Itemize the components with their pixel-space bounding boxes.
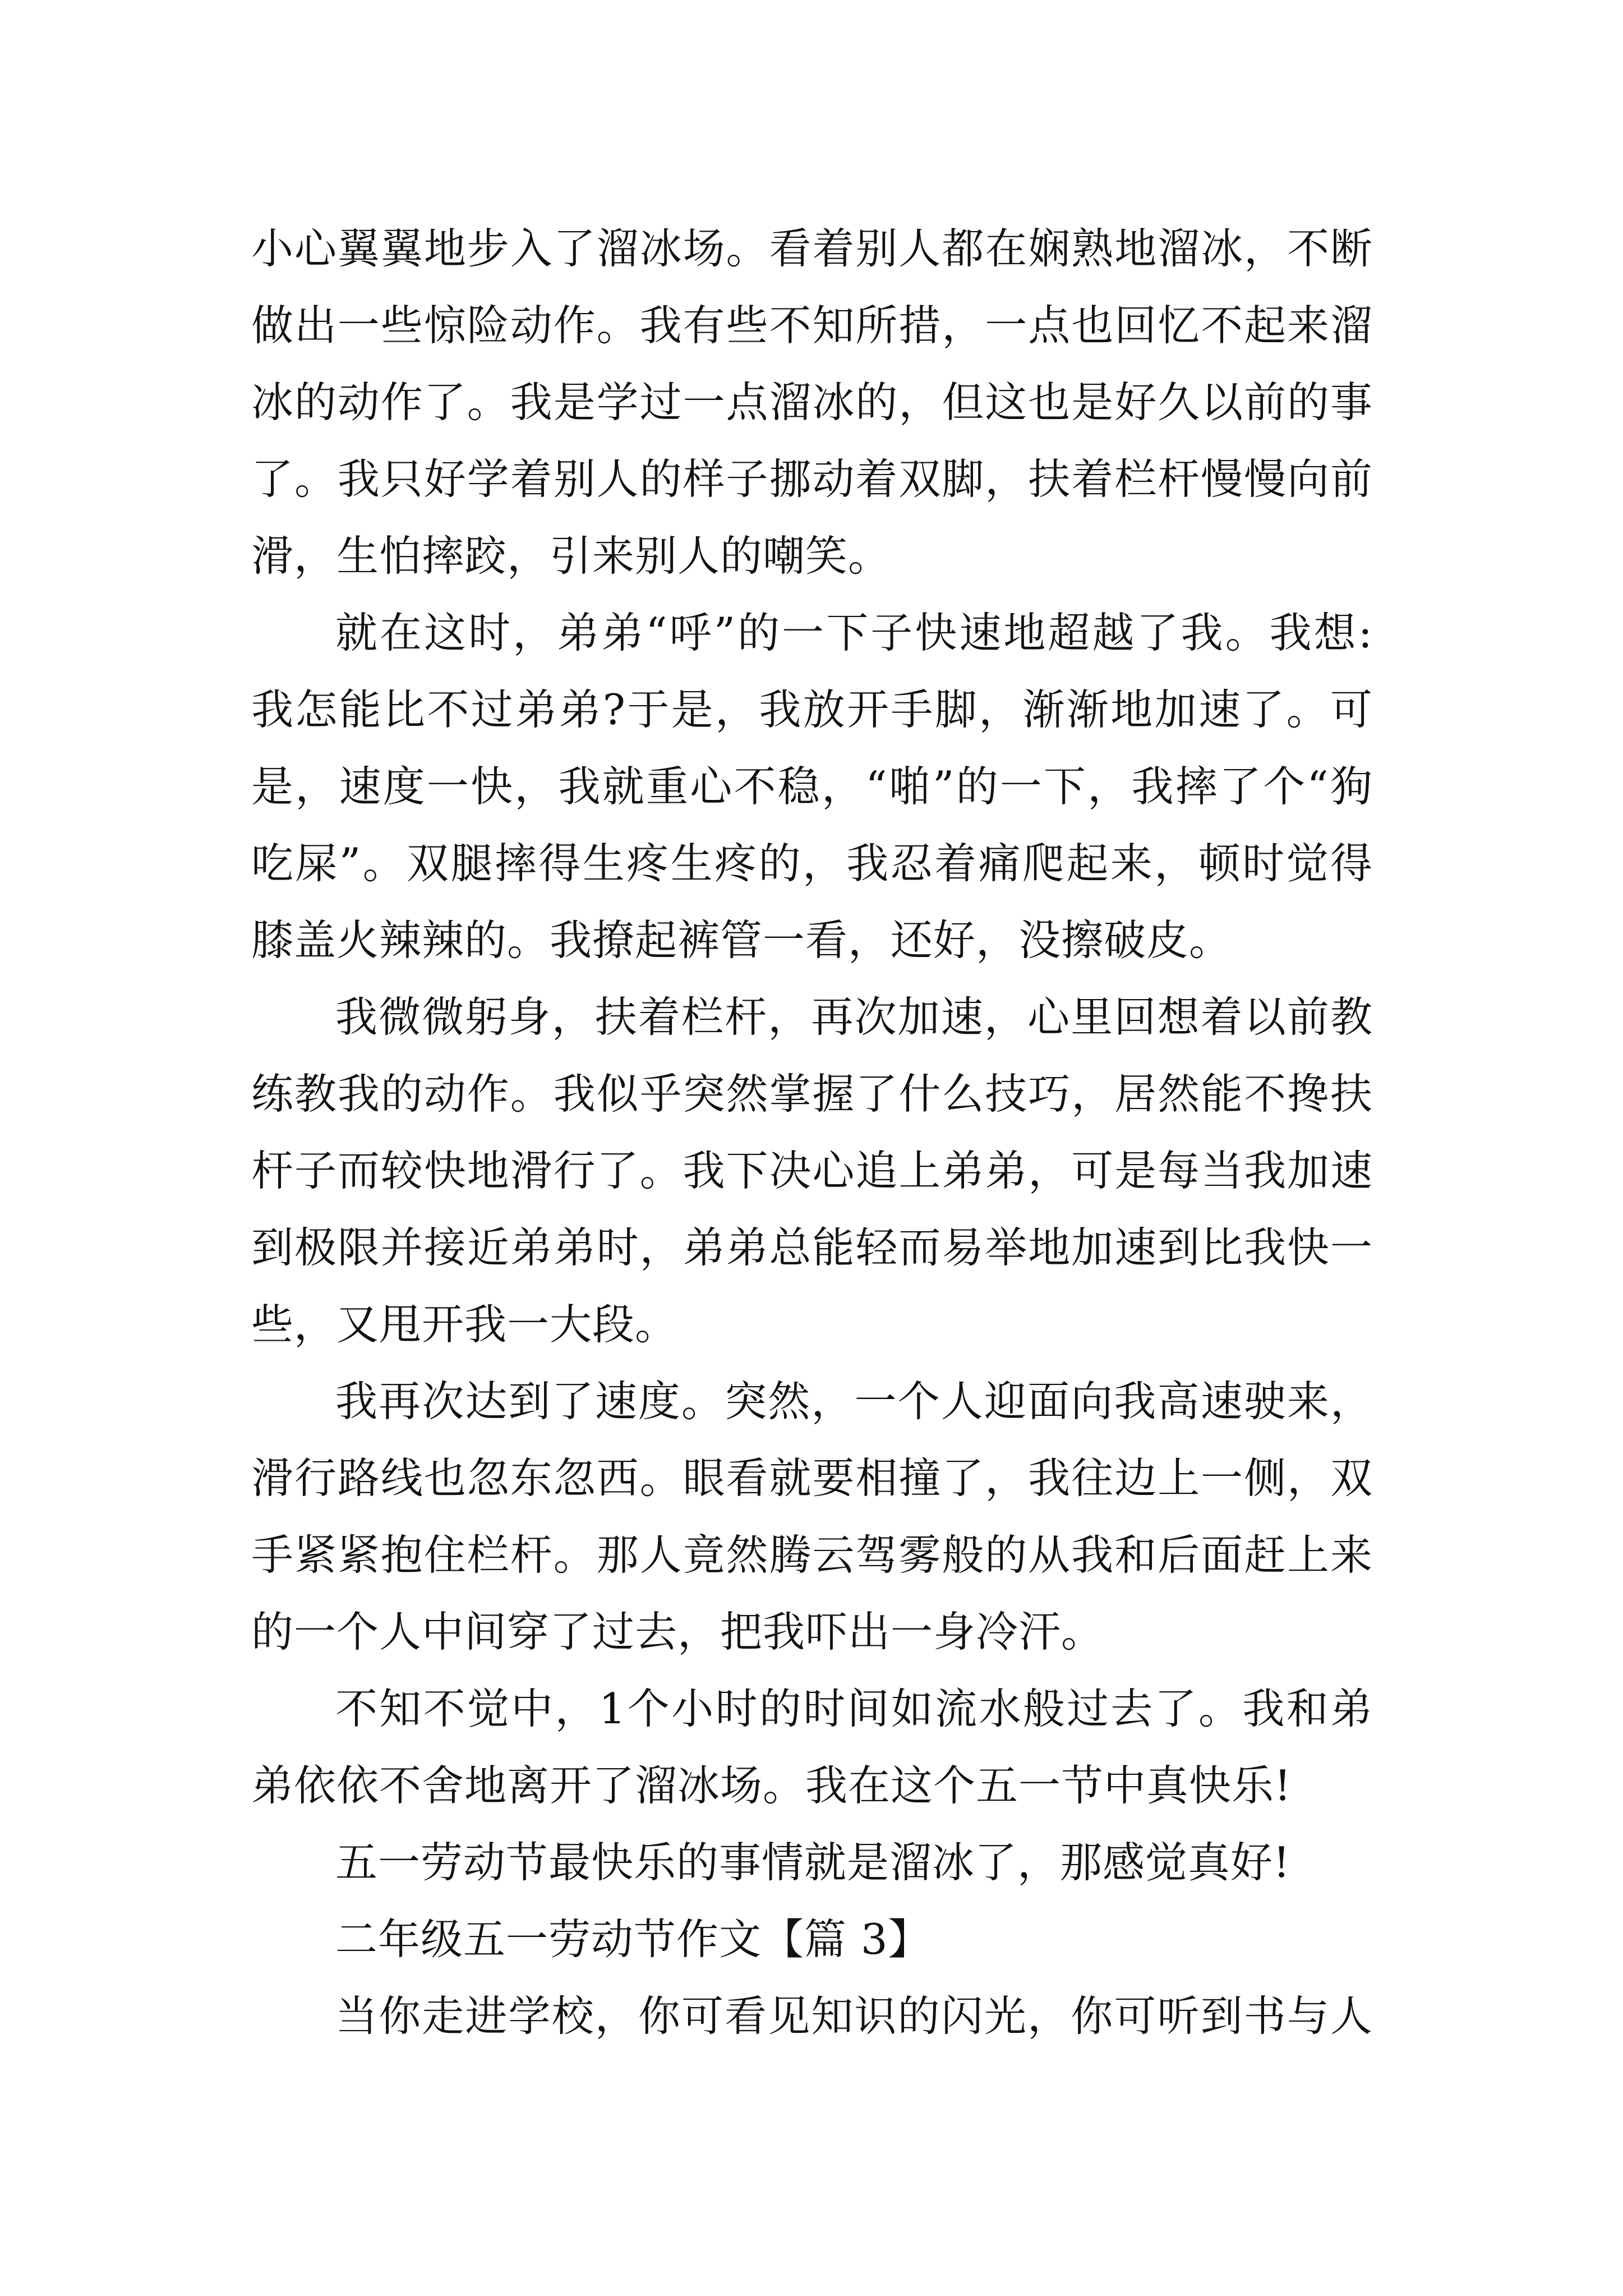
text-line: 些，又甩开我一大段。 bbox=[251, 1300, 678, 1349]
text-line: 我微微躬身，扶着栏杆，再次加速，心里回想着以前教 bbox=[335, 992, 1373, 1042]
document-body bbox=[251, 210, 1373, 2055]
text-line: 手紧紧抱住栏杆。那人竟然腾云驾雾般的从我和后面赶上来 bbox=[251, 1530, 1373, 1580]
text-line: 练教我的动作。我似乎突然掌握了什么技巧，居然能不搀扶 bbox=[251, 1069, 1373, 1119]
paragraph bbox=[251, 595, 1373, 979]
text-line: 不知不觉中，1个小时的时间如流水般过去了。我和弟 bbox=[335, 1684, 1373, 1733]
section-heading: 二年级五一劳动节作文【篇 3】 bbox=[335, 1915, 931, 1964]
text-line: 做出一些惊险动作。我有些不知所措，一点也回忆不起来溜 bbox=[251, 301, 1373, 350]
text-line: 弟依依不舍地离开了溜冰场。我在这个五一节中真快乐! bbox=[251, 1761, 1292, 1810]
paragraph bbox=[251, 1363, 1373, 1671]
text-line: 冰的动作了。我是学过一点溜冰的，但这也是好久以前的事 bbox=[251, 378, 1373, 427]
text-line: 小心翼翼地步入了溜冰场。看着别人都在娴熟地溜冰，不断 bbox=[251, 224, 1373, 273]
text-line: 当你走进学校，你可看见知识的闪光，你可听到书与人 bbox=[335, 1991, 1373, 2041]
paragraph bbox=[251, 1824, 1373, 1901]
paragraph bbox=[251, 1671, 1373, 1824]
text-line: 就在这时，弟弟“呼”的一下子快速地超越了我。我想: bbox=[335, 608, 1373, 657]
text-line: 杆子而较快地滑行了。我下决心追上弟弟，可是每当我加速 bbox=[251, 1146, 1373, 1195]
text-line: 我再次达到了速度。突然，一个人迎面向我高速驶来， bbox=[335, 1377, 1373, 1426]
text-line: 膝盖火辣辣的。我撩起裤管一看，还好，没擦破皮。 bbox=[251, 915, 1232, 965]
text-line: 是，速度一快，我就重心不稳，“啪”的一下，我摔了个“狗 bbox=[251, 762, 1373, 811]
text-line: 的一个人中间穿了过去，把我吓出一身冷汗。 bbox=[251, 1607, 1104, 1657]
text-line: 了。我只好学着别人的样子挪动着双脚，扶着栏杆慢慢向前 bbox=[251, 454, 1373, 504]
text-line: 滑，生怕摔跤，引来别人的嘲笑。 bbox=[251, 531, 891, 581]
text-line: 滑行路线也忽东忽西。眼看就要相撞了，我往边上一侧，双 bbox=[251, 1453, 1373, 1503]
text-line: 吃屎”。双腿摔得生疼生疼的，我忍着痛爬起来，顿时觉得 bbox=[251, 839, 1373, 888]
text-line: 我怎能比不过弟弟?于是，我放开手脚，渐渐地加速了。可 bbox=[251, 685, 1373, 734]
paragraph bbox=[251, 1978, 1373, 2055]
paragraph bbox=[251, 979, 1373, 1363]
text-line: 五一劳动节最快乐的事情就是溜冰了，那感觉真好! bbox=[335, 1838, 1291, 1887]
paragraph bbox=[251, 210, 1373, 595]
text-line: 到极限并接近弟弟时，弟弟总能轻而易举地加速到比我快一 bbox=[251, 1223, 1373, 1272]
